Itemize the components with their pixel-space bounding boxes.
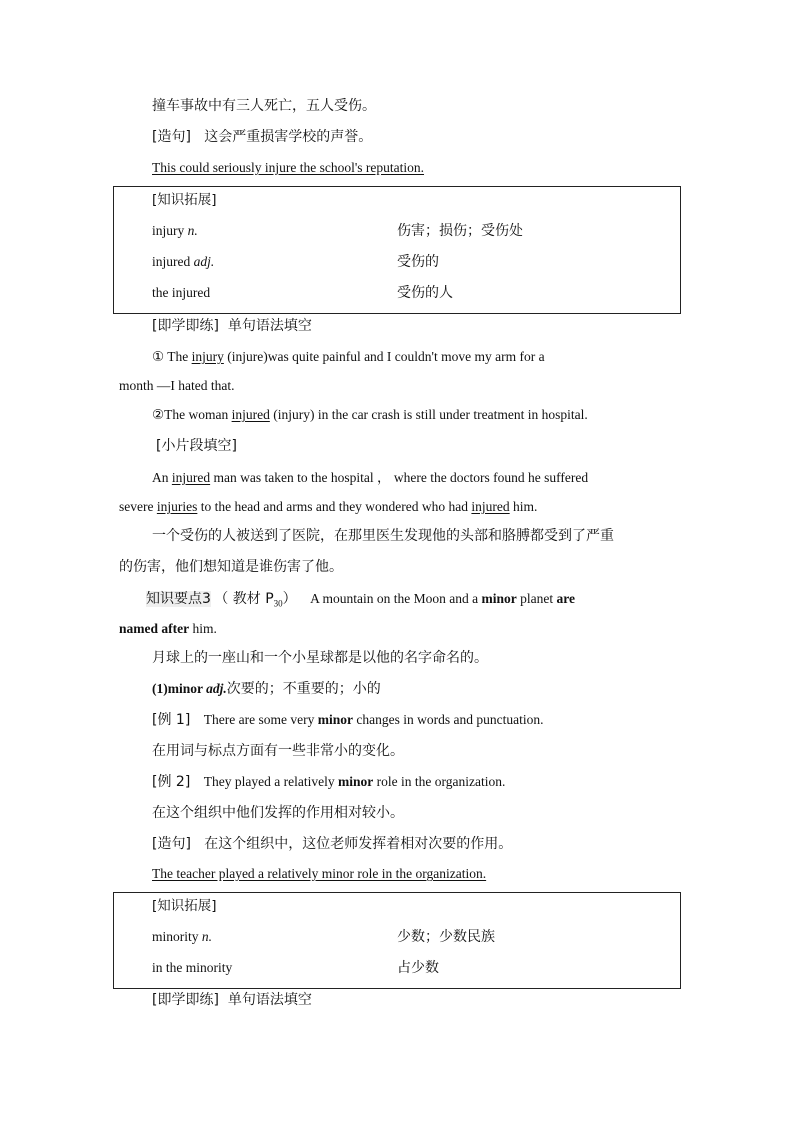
question-1-cont: month —I hated that. — [119, 378, 235, 393]
box-row: in the minority — [152, 960, 233, 975]
question-1: ① The injury (injure)was quite painful and I couldn't move my arm for a — [152, 349, 545, 364]
blank-answer: injury — [191, 349, 224, 364]
example-2-cn: 在这个组织中他们发挥的作用相对较小。 — [152, 805, 404, 821]
paragraph-tag: [小片段填空] — [156, 438, 237, 454]
kp-label: 知识要点3 — [146, 591, 211, 607]
box-row: injured adj. — [152, 254, 215, 269]
box-row: the injured — [152, 285, 211, 300]
practice-2: [即学即练] 单句语法填空 — [152, 992, 312, 1008]
box-meaning: 伤害；损伤；受伤处 — [397, 223, 523, 239]
example-1: [例 1] There are some very minor changes in words and punctuation. — [152, 712, 544, 728]
knowledge-point-3: 知识要点3 （ 教材 $P_{30}$） A mountain on the Moon and a minor planet are — [146, 591, 575, 609]
kp3-translation: 月球上的一座山和一个小星球都是以他的名字命名的。 — [152, 650, 488, 666]
knowledge-box-2 — [113, 892, 681, 989]
example-1-cn: 在用词与标点方面有一些非常小的变化。 — [152, 743, 404, 759]
knowledge-box-1 — [113, 186, 681, 314]
line-accident-cn: 撞车事故中有三人死亡，五人受伤。 — [152, 98, 376, 114]
box-meaning: 少数；少数民族 — [397, 929, 495, 945]
box-row: minority n. — [152, 929, 212, 944]
box-row: injury n. — [152, 223, 198, 238]
zaoju-2: [造句] 在这个组织中，这位老师发挥着相对次要的作用。 — [152, 836, 513, 852]
paragraph-line-1: An injured man was taken to the hospital ， where the doctors found he suffered — [152, 470, 589, 485]
knowledge-point-3-cont: named after him. — [119, 621, 217, 636]
blank-answer: injured — [231, 407, 270, 422]
example-2: [例 2] They played a relatively minor role in the organization. — [152, 774, 506, 790]
box-meaning: 受伤的人 — [397, 285, 453, 301]
box-meaning: 受伤的 — [397, 254, 439, 270]
paragraph-cn-1: 一个受伤的人被送到了医院，在那里医生发现他的头部和胳膊都受到了严重 — [152, 528, 614, 544]
paragraph-cn-2: 的伤害，他们想知道是谁伤害了他。 — [119, 559, 343, 575]
answer-2: The teacher played a relatively minor role in the organization. — [152, 866, 487, 881]
zaoju-text: 这会严重损害学校的声誉。 — [204, 129, 373, 145]
box-title: [知识拓展] — [152, 192, 217, 208]
box-title: [知识拓展] — [152, 898, 217, 914]
definition-minor: (1)minor adj.次要的；不重要的；小的 — [152, 681, 381, 697]
practice-1: [即学即练] 单句语法填空 — [152, 318, 312, 334]
question-2: ②The woman injured (injury) in the car crash is still under treatment in hospital. — [152, 407, 588, 422]
zaoju-tag: [造句] — [152, 129, 191, 145]
zaoju-1 — [152, 127, 372, 147]
box-meaning: 占少数 — [397, 960, 439, 976]
answer-1: This could seriously injure the school's reputation. — [152, 160, 425, 175]
paragraph-line-2: severe injuries to the head and arms and they wondered who had injured him. — [119, 499, 538, 514]
